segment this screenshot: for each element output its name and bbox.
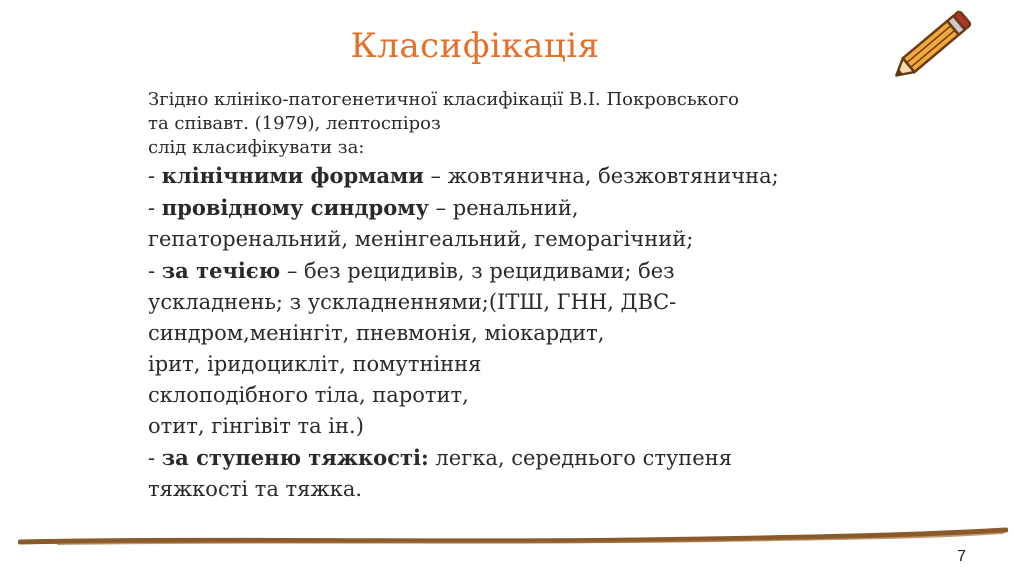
page-number: 7: [957, 548, 966, 565]
slide-title: Класифікація: [350, 26, 600, 66]
brush-divider: [18, 525, 1008, 555]
intro-text: [148, 88, 848, 160]
item-heading: клінічними формами: [161, 163, 424, 188]
classification-item-severity: - за ступеню тяжкості: легка, середнього ступеня тяжкості та тяжка.: [148, 445, 732, 501]
classification-item-course: - за течією – без рецидивів, з рецидивами; без ускладнень; з ускладненнями;(ІТШ, ГНН, ДВС- синдром,менінгіт, пневмонія, міокардит, ірит, іридоцикліт, помутніння склоподібного тіла, паротит, отит, гінгівіт та ін.): [148, 258, 677, 438]
classification-item-leading-syndrome: - провідному синдрому – ренальний, гепаторенальний, менінгеальний, геморагічний;: [148, 195, 694, 251]
classification-text: [148, 88, 848, 505]
classification-item-clinical-forms: - клінічними формами – жовтянична, безжовтянична;: [148, 163, 779, 188]
intro-line: Згідно клініко-патогенетичної класифікації В.І. Покровського: [148, 89, 739, 110]
item-heading: провідному синдрому: [161, 195, 429, 220]
intro-line: слід класифікувати за:: [148, 137, 365, 158]
item-heading: за ступеню тяжкості:: [161, 445, 429, 470]
pencil-icon: [888, 6, 978, 86]
intro-line: та співавт. (1979), лептоспіроз: [148, 113, 441, 134]
item-heading: за течією: [161, 258, 281, 283]
